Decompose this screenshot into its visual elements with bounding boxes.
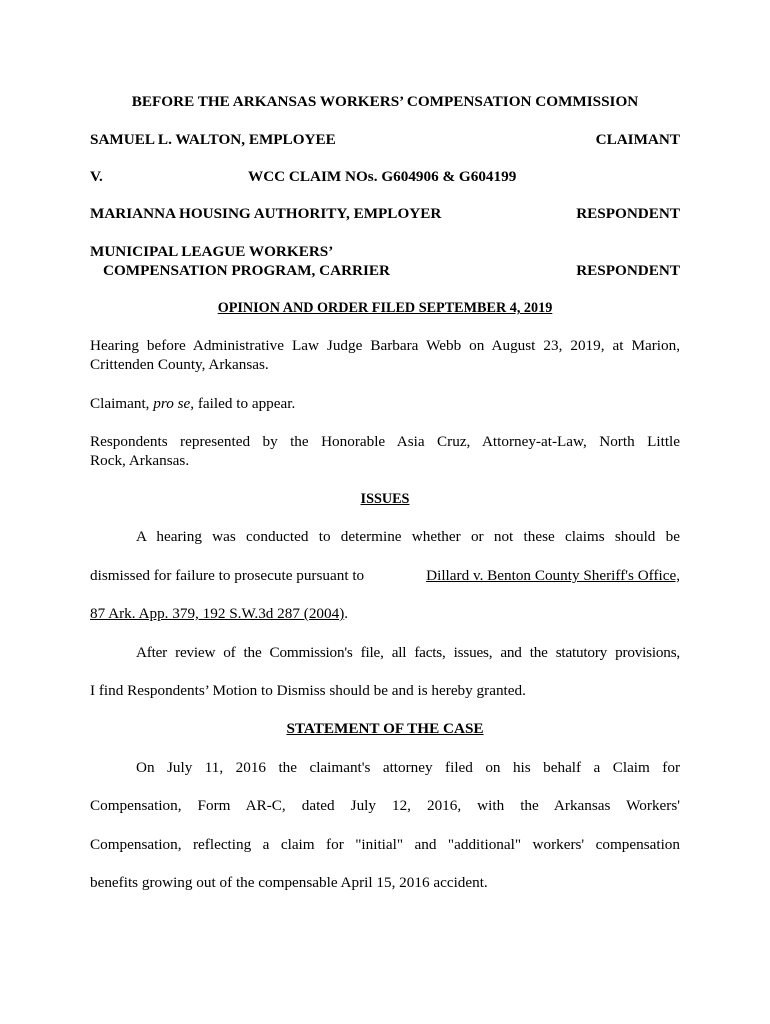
hearing-line1: Hearing before Administrative Law Judge Barbara Webb on August 23, 2019, at Marion, (90, 337, 680, 354)
statement-heading: STATEMENT OF THE CASE (286, 720, 484, 737)
document-page (90, 0, 680, 1024)
issues-p2-line2: I find Respondents’ Motion to Dismiss should be and is hereby granted. (90, 682, 526, 699)
issues-p1-line2-prefix: dismissed for failure to prosecute pursuant to (90, 567, 365, 584)
statement-line2: Compensation, Form AR-C, dated July 12, 2016, with the Arkansas Workers' (90, 797, 680, 814)
respondent2-name-line1: MUNICIPAL LEAGUE WORKERS’ (90, 243, 334, 260)
respondent2-name-line2: COMPENSATION PROGRAM, CARRIER (103, 262, 391, 279)
claimant-appearance (90, 394, 680, 414)
order-title: OPINION AND ORDER FILED SEPTEMBER 4, 2019 (217, 300, 553, 316)
issues-p1-line2 (90, 566, 680, 586)
respondent2-role: RESPONDENT (576, 262, 680, 279)
pro-se-text: pro se (153, 395, 191, 412)
claimant-role: CLAIMANT (595, 131, 680, 148)
case-citation: 87 Ark. App. 379, 192 S.W.3d 287 (2004) (90, 605, 345, 622)
statement-line3: Compensation, reflecting a claim for "initial" and "additional" workers' compensation (90, 836, 680, 853)
respondents-appearance-line1: Respondents represented by the Honorable Asia Cruz, Attorney-at-Law, North Little (90, 433, 680, 450)
issues-p2-line1: After review of the Commission's file, all facts, issues, and the statutory provisions, (136, 644, 680, 661)
respondents-appearance-line2: Rock, Arkansas. (90, 452, 190, 469)
claimant-appearance-suffix: , failed to appear. (190, 395, 296, 412)
hearing-line2: Crittenden County, Arkansas. (90, 356, 269, 373)
statement-line1: On July 11, 2016 the claimant's attorney filed on his behalf a Claim for (136, 759, 680, 776)
respondent1-role: RESPONDENT (576, 205, 680, 222)
respondent2-row (90, 261, 680, 281)
issues-p1-line1: A hearing was conducted to determine whether or not these claims should be (136, 528, 680, 545)
versus-row (90, 167, 680, 187)
claimant-name: SAMUEL L. WALTON, EMPLOYEE (90, 131, 336, 148)
commission-title: BEFORE THE ARKANSAS WORKERS’ COMPENSATION COMMISSION (131, 93, 639, 110)
issues-heading: ISSUES (360, 491, 410, 507)
issues-p1-line3-suffix: . (344, 605, 349, 622)
case-name: Dillard v. Benton County Sheriff's Office, (426, 567, 680, 584)
versus-label: V. (90, 168, 103, 185)
claimant-row (90, 130, 680, 150)
statement-line4: benefits growing out of the compensable April 15, 2016 accident. (90, 874, 488, 891)
claimant-appearance-prefix: Claimant, (90, 395, 154, 412)
issues-p1-line3 (90, 604, 680, 624)
respondent1-row (90, 204, 680, 224)
claim-numbers: WCC CLAIM NOs. G604906 & G604199 (248, 168, 517, 185)
respondent1-name: MARIANNA HOUSING AUTHORITY, EMPLOYER (90, 205, 442, 222)
